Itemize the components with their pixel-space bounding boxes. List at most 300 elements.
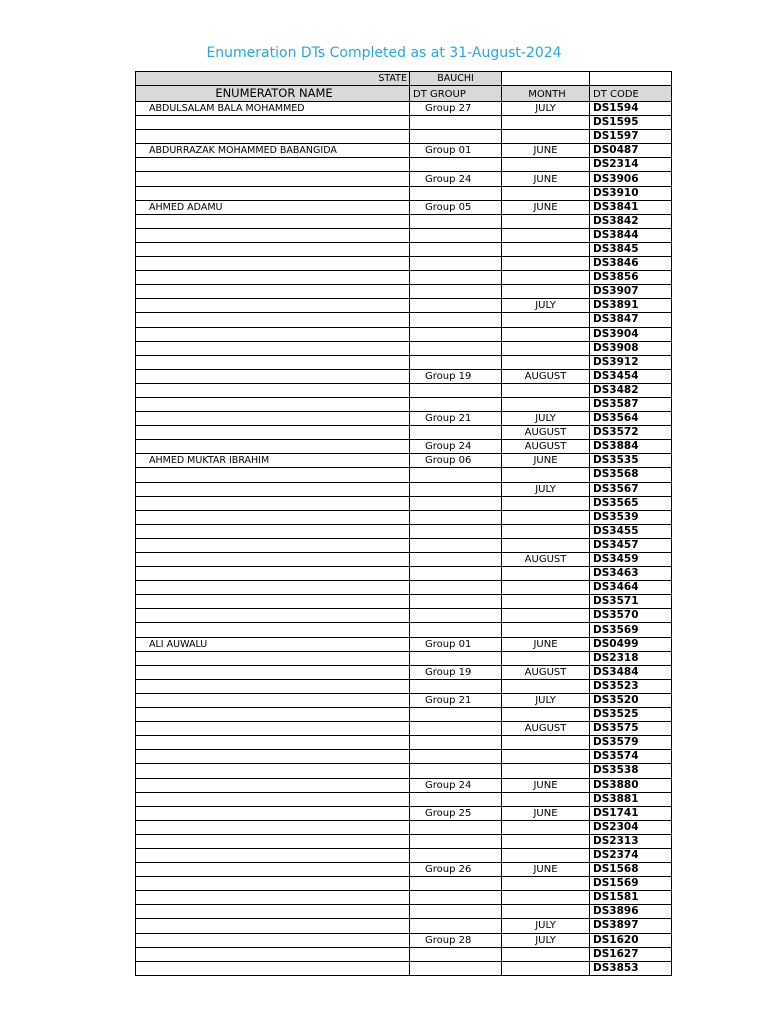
dt-group-cell (410, 538, 502, 552)
month-cell (502, 397, 590, 411)
dt-group-cell (410, 792, 502, 806)
dt-group-cell (410, 623, 502, 637)
dt-code-cell: DS3845 (590, 242, 672, 256)
month-cell (502, 510, 590, 524)
dt-code-cell: DS3572 (590, 426, 672, 440)
dt-code-cell: DS3907 (590, 285, 672, 299)
enumerator-name-cell (136, 214, 410, 228)
dt-group-cell: Group 01 (410, 144, 502, 158)
enumerator-name-cell (136, 947, 410, 961)
dt-code-cell: DS3587 (590, 397, 672, 411)
table-row (136, 792, 672, 806)
enumerator-name-cell (136, 355, 410, 369)
month-cell (502, 383, 590, 397)
dt-group-cell (410, 383, 502, 397)
table-row (136, 214, 672, 228)
month-cell (502, 679, 590, 693)
month-cell: JUNE (502, 454, 590, 468)
table-row (136, 708, 672, 722)
dt-group-cell: Group 05 (410, 200, 502, 214)
table-row (136, 778, 672, 792)
header-row (136, 86, 672, 102)
enumerator-name-cell (136, 764, 410, 778)
dt-group-cell (410, 524, 502, 538)
state-value: BAUCHI (410, 72, 502, 86)
dt-code-cell: DS3455 (590, 524, 672, 538)
table-row (136, 313, 672, 327)
dt-group-cell (410, 553, 502, 567)
dt-code-cell: DS1581 (590, 891, 672, 905)
table-row (136, 158, 672, 172)
month-cell: AUGUST (502, 426, 590, 440)
enumerator-name-cell: AHMED MUKTAR IBRAHIM (136, 454, 410, 468)
enumerator-name-cell (136, 919, 410, 933)
enumerator-name-cell (136, 820, 410, 834)
dt-group-cell: Group 19 (410, 665, 502, 679)
dt-group-cell (410, 130, 502, 144)
month-cell: JULY (502, 919, 590, 933)
dt-code-cell: DS3535 (590, 454, 672, 468)
dt-group-cell (410, 510, 502, 524)
dt-group-cell: Group 21 (410, 412, 502, 426)
dt-group-cell (410, 961, 502, 975)
month-cell (502, 834, 590, 848)
month-cell (502, 158, 590, 172)
month-cell (502, 708, 590, 722)
table-row (136, 102, 672, 116)
dt-code-cell: DS3520 (590, 693, 672, 707)
enumerator-name-cell (136, 806, 410, 820)
enumerator-name-cell (136, 496, 410, 510)
enumerator-name-cell (136, 327, 410, 341)
month-cell: JULY (502, 933, 590, 947)
enumerator-name-cell (136, 623, 410, 637)
dt-code-cell: DS3482 (590, 383, 672, 397)
dt-code-cell: DS3539 (590, 510, 672, 524)
month-cell (502, 313, 590, 327)
table-row (136, 877, 672, 891)
month-cell: JUNE (502, 172, 590, 186)
dt-group-cell (410, 355, 502, 369)
table-row (136, 130, 672, 144)
enumerator-name-cell (136, 369, 410, 383)
dt-group-cell (410, 820, 502, 834)
dt-group-cell (410, 271, 502, 285)
enumerator-name-cell (136, 877, 410, 891)
table-row (136, 200, 672, 214)
dt-group-cell (410, 257, 502, 271)
dt-code-cell: DS3454 (590, 369, 672, 383)
table-row (136, 581, 672, 595)
enumerator-name-cell (136, 567, 410, 581)
month-cell (502, 736, 590, 750)
month-cell (502, 271, 590, 285)
table-row (136, 693, 672, 707)
enumerator-name-cell (136, 848, 410, 862)
enumerator-name-cell (136, 553, 410, 567)
month-cell (502, 538, 590, 552)
table-row (136, 848, 672, 862)
dt-code-cell: DS3856 (590, 271, 672, 285)
month-cell: AUGUST (502, 369, 590, 383)
dt-group-cell (410, 609, 502, 623)
dt-code-cell: DS3881 (590, 792, 672, 806)
table-row (136, 609, 672, 623)
dt-code-cell: DS3457 (590, 538, 672, 552)
dt-group-cell: Group 01 (410, 637, 502, 651)
month-cell (502, 891, 590, 905)
dt-group-cell (410, 722, 502, 736)
table-row (136, 341, 672, 355)
month-cell: JUNE (502, 863, 590, 877)
table-row (136, 595, 672, 609)
enumerator-name-cell (136, 538, 410, 552)
enumerator-name-cell (136, 722, 410, 736)
table-row (136, 355, 672, 369)
table-row (136, 637, 672, 651)
enumerator-name-cell: ABDURRAZAK MOHAMMED BABANGIDA (136, 144, 410, 158)
table-row (136, 271, 672, 285)
dt-group-cell (410, 708, 502, 722)
month-cell (502, 524, 590, 538)
enumerator-name-cell (136, 510, 410, 524)
dt-code-cell: DS2313 (590, 834, 672, 848)
month-cell (502, 228, 590, 242)
dt-code-cell: DS3571 (590, 595, 672, 609)
enumerator-name-cell (136, 172, 410, 186)
dt-code-cell: DS2318 (590, 651, 672, 665)
dt-group-cell: Group 21 (410, 693, 502, 707)
dt-group-cell: Group 24 (410, 778, 502, 792)
table-row (136, 623, 672, 637)
dt-code-cell: DS3904 (590, 327, 672, 341)
dt-code-cell: DS3538 (590, 764, 672, 778)
dt-group-cell (410, 679, 502, 693)
table-row (136, 919, 672, 933)
dt-code-cell: DS3847 (590, 313, 672, 327)
dt-group-cell (410, 242, 502, 256)
table-row (136, 454, 672, 468)
dt-code-cell: DS2304 (590, 820, 672, 834)
enumerator-name-cell (136, 933, 410, 947)
table-row (136, 553, 672, 567)
enumerator-name-cell (136, 257, 410, 271)
state-blank-cell (502, 72, 590, 86)
dt-group-cell (410, 891, 502, 905)
month-cell (502, 961, 590, 975)
table-row (136, 524, 672, 538)
header-dt-group: DT GROUP (410, 86, 502, 102)
header-enumerator-name: ENUMERATOR NAME (136, 86, 410, 102)
dt-group-cell (410, 313, 502, 327)
dt-code-cell: DS1568 (590, 863, 672, 877)
dt-code-cell: DS1569 (590, 877, 672, 891)
dt-group-cell (410, 764, 502, 778)
dt-group-cell (410, 116, 502, 130)
table-row (136, 496, 672, 510)
table-row (136, 172, 672, 186)
enumerator-name-cell (136, 679, 410, 693)
dt-code-cell: DS1627 (590, 947, 672, 961)
month-cell (502, 792, 590, 806)
enumerator-name-cell (136, 708, 410, 722)
table-row (136, 468, 672, 482)
dt-code-cell: DS3568 (590, 468, 672, 482)
month-cell (502, 130, 590, 144)
header-dt-code: DT CODE (590, 86, 672, 102)
enumerator-name-cell: ABDULSALAM BALA MOHAMMED (136, 102, 410, 116)
dt-code-cell: DS3844 (590, 228, 672, 242)
enumerator-name-cell (136, 792, 410, 806)
table-row (136, 257, 672, 271)
state-label: STATE (136, 72, 410, 86)
enumerator-name-cell (136, 750, 410, 764)
dt-code-cell: DS1620 (590, 933, 672, 947)
enumerator-name-cell (136, 383, 410, 397)
table-row (136, 482, 672, 496)
table-row (136, 820, 672, 834)
month-cell: JULY (502, 299, 590, 313)
table-row (136, 186, 672, 200)
dt-code-cell: DS1595 (590, 116, 672, 130)
dt-code-cell: DS3459 (590, 553, 672, 567)
enumerator-name-cell (136, 228, 410, 242)
dt-group-cell (410, 228, 502, 242)
state-blank-cell (590, 72, 672, 86)
dt-code-cell: DS3908 (590, 341, 672, 355)
enumerator-name-cell (136, 468, 410, 482)
table-row (136, 834, 672, 848)
table-row (136, 327, 672, 341)
dt-group-cell (410, 341, 502, 355)
month-cell (502, 341, 590, 355)
enumerator-name-cell (136, 524, 410, 538)
month-cell: JUNE (502, 637, 590, 651)
month-cell: JULY (502, 102, 590, 116)
dt-group-cell (410, 736, 502, 750)
month-cell (502, 820, 590, 834)
dt-code-cell: DS3575 (590, 722, 672, 736)
dt-code-cell: DS3569 (590, 623, 672, 637)
dt-code-cell: DS3842 (590, 214, 672, 228)
enumerator-name-cell: AHMED ADAMU (136, 200, 410, 214)
month-cell: AUGUST (502, 722, 590, 736)
enumerator-name-cell (136, 891, 410, 905)
dt-group-cell: Group 27 (410, 102, 502, 116)
enumerator-name-cell (136, 242, 410, 256)
table-row (136, 863, 672, 877)
enumerator-name-cell (136, 440, 410, 454)
month-cell (502, 214, 590, 228)
dt-group-cell (410, 496, 502, 510)
month-cell (502, 905, 590, 919)
dt-group-cell (410, 285, 502, 299)
dt-code-cell: DS3463 (590, 567, 672, 581)
enumerator-name-cell (136, 961, 410, 975)
month-cell (502, 468, 590, 482)
enumerator-name-cell (136, 271, 410, 285)
month-cell: AUGUST (502, 440, 590, 454)
enumerator-name-cell (136, 736, 410, 750)
table-row (136, 736, 672, 750)
dt-code-cell: DS1741 (590, 806, 672, 820)
dt-code-cell: DS3884 (590, 440, 672, 454)
enumerator-name-cell (136, 412, 410, 426)
month-cell: JULY (502, 482, 590, 496)
dt-code-cell: DS3484 (590, 665, 672, 679)
dt-code-cell: DS3567 (590, 482, 672, 496)
dt-group-cell (410, 482, 502, 496)
table-row (136, 806, 672, 820)
month-cell: JUNE (502, 806, 590, 820)
enumerator-name-cell (136, 665, 410, 679)
month-cell (502, 595, 590, 609)
header-month: MONTH (502, 86, 590, 102)
month-cell: JUNE (502, 200, 590, 214)
dt-group-cell: Group 26 (410, 863, 502, 877)
enumerator-name-cell (136, 863, 410, 877)
table-row (136, 961, 672, 975)
dt-code-cell: DS0487 (590, 144, 672, 158)
table-row (136, 651, 672, 665)
enumerator-name-cell (136, 116, 410, 130)
dt-group-cell (410, 595, 502, 609)
table-row (136, 905, 672, 919)
table-row (136, 369, 672, 383)
month-cell (502, 623, 590, 637)
table-row (136, 426, 672, 440)
table-row (136, 440, 672, 454)
dt-group-cell (410, 877, 502, 891)
dt-group-cell: Group 24 (410, 440, 502, 454)
month-cell (502, 116, 590, 130)
month-cell (502, 496, 590, 510)
month-cell (502, 242, 590, 256)
month-cell (502, 355, 590, 369)
dt-code-cell: DS3525 (590, 708, 672, 722)
dt-code-cell: DS3570 (590, 609, 672, 623)
table-row (136, 510, 672, 524)
dt-group-cell: Group 25 (410, 806, 502, 820)
enumerator-name-cell: ALI AUWALU (136, 637, 410, 651)
month-cell (502, 651, 590, 665)
month-cell: JULY (502, 412, 590, 426)
month-cell: JULY (502, 693, 590, 707)
dt-group-cell (410, 848, 502, 862)
month-cell (502, 609, 590, 623)
enumerator-name-cell (136, 834, 410, 848)
enumerator-name-cell (136, 905, 410, 919)
dt-group-cell (410, 750, 502, 764)
dt-group-cell (410, 214, 502, 228)
dt-code-cell: DS1594 (590, 102, 672, 116)
dt-code-cell: DS3564 (590, 412, 672, 426)
table-row (136, 679, 672, 693)
table-row (136, 299, 672, 313)
dt-group-cell (410, 186, 502, 200)
table-row (136, 750, 672, 764)
dt-group-cell (410, 468, 502, 482)
table-row (136, 285, 672, 299)
month-cell (502, 581, 590, 595)
dt-group-cell (410, 426, 502, 440)
enumerator-name-cell (136, 609, 410, 623)
month-cell (502, 257, 590, 271)
month-cell (502, 186, 590, 200)
dt-group-cell (410, 327, 502, 341)
month-cell (502, 877, 590, 891)
dt-code-cell: DS0499 (590, 637, 672, 651)
dt-code-cell: DS3464 (590, 581, 672, 595)
dt-code-cell: DS3906 (590, 172, 672, 186)
table-row (136, 383, 672, 397)
enumerator-name-cell (136, 186, 410, 200)
dt-code-cell: DS3853 (590, 961, 672, 975)
table-row (136, 933, 672, 947)
table-row (136, 116, 672, 130)
dt-group-cell (410, 947, 502, 961)
table-row (136, 144, 672, 158)
month-cell (502, 327, 590, 341)
month-cell: AUGUST (502, 665, 590, 679)
dt-group-cell (410, 651, 502, 665)
enumerator-name-cell (136, 426, 410, 440)
table-row (136, 538, 672, 552)
table-row (136, 228, 672, 242)
dt-code-cell: DS3579 (590, 736, 672, 750)
dt-code-cell: DS3841 (590, 200, 672, 214)
enumerator-name-cell (136, 341, 410, 355)
table-row (136, 891, 672, 905)
state-row (136, 72, 672, 86)
month-cell: JUNE (502, 144, 590, 158)
dt-code-cell: DS3896 (590, 905, 672, 919)
month-cell (502, 567, 590, 581)
table-row (136, 567, 672, 581)
enumerator-name-cell (136, 397, 410, 411)
table-row (136, 722, 672, 736)
dt-group-cell (410, 299, 502, 313)
month-cell (502, 750, 590, 764)
dt-code-cell: DS2314 (590, 158, 672, 172)
table-row (136, 764, 672, 778)
enumerator-name-cell (136, 595, 410, 609)
enumerator-name-cell (136, 778, 410, 792)
enumerator-name-cell (136, 285, 410, 299)
enumerator-name-cell (136, 651, 410, 665)
table-row (136, 242, 672, 256)
dt-group-cell (410, 397, 502, 411)
enumerator-name-cell (136, 693, 410, 707)
enumerator-name-cell (136, 299, 410, 313)
dt-code-cell: DS3846 (590, 257, 672, 271)
dt-group-cell (410, 567, 502, 581)
dt-code-cell: DS1597 (590, 130, 672, 144)
month-cell: JUNE (502, 778, 590, 792)
enumerator-name-cell (136, 581, 410, 595)
month-cell (502, 947, 590, 961)
dt-code-cell: DS3880 (590, 778, 672, 792)
dt-group-cell (410, 905, 502, 919)
enumerator-name-cell (136, 158, 410, 172)
enumeration-table (135, 71, 672, 976)
enumerator-name-cell (136, 313, 410, 327)
dt-group-cell: Group 28 (410, 933, 502, 947)
month-cell: AUGUST (502, 553, 590, 567)
dt-group-cell: Group 24 (410, 172, 502, 186)
dt-group-cell (410, 158, 502, 172)
dt-code-cell: DS2374 (590, 848, 672, 862)
